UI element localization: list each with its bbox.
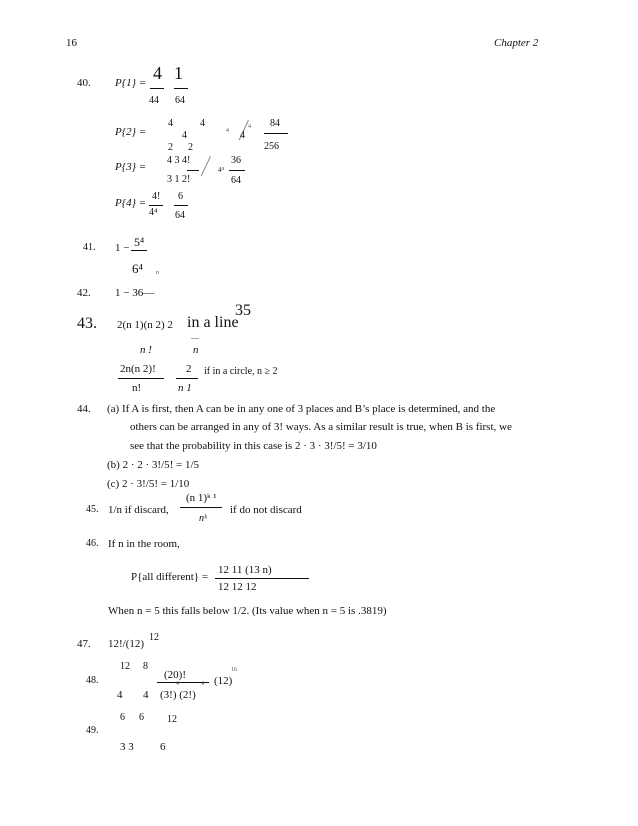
p43-l2-den1: n!	[132, 382, 142, 394]
p40-line1-lhs: P{1} =	[115, 77, 147, 89]
p43-l2-tail: if in a circle, n ≥ 2	[204, 366, 278, 377]
p41-den: 6⁴	[132, 261, 144, 276]
p40-l4-den2: 64	[175, 210, 185, 221]
p43-l2-bar2	[176, 378, 198, 379]
problem-46-number: 46.	[86, 538, 99, 549]
p46-num: 12 11 (13 n)	[218, 564, 272, 576]
problem-49-number: 49.	[86, 725, 99, 736]
p44-c: (c) 2 · 3!/5! = 1/10	[107, 478, 190, 490]
p46-conclusion: When n = 5 this falls below 1/2. (Its value when n = 5 is .3819)	[108, 605, 387, 617]
p40-line2-lhs: P{2} =	[115, 126, 147, 138]
p44-a2: others can be arranged in any of 3! ways. As a similar result is true, when B is first, we	[130, 421, 512, 433]
p40-l2-b: 4	[182, 130, 187, 141]
p47-sup: 12	[149, 632, 159, 643]
p40-l4-bar1	[149, 205, 163, 206]
p49-d: 3 3	[120, 741, 134, 753]
p40-l2-h: 4	[248, 124, 251, 130]
p40-l2-d: 2	[168, 142, 173, 153]
p46-bar	[215, 578, 309, 579]
p45-text2: if do not discard	[230, 504, 302, 516]
p40-line3-lhs: P{3} =	[115, 161, 147, 173]
p40-l1-num2: 1	[174, 63, 183, 83]
p43-l1-m: n	[193, 344, 199, 356]
p48-tiny4b: 4	[201, 681, 204, 687]
p41-bar	[131, 250, 147, 251]
p49-c: 12	[167, 714, 177, 725]
p40-l2-den: 256	[264, 141, 279, 152]
p40-l3-bar1	[187, 170, 199, 171]
p48-num: (20)!	[164, 669, 186, 681]
p48-rhs: (12)	[214, 675, 233, 687]
p43-l1-n: n !	[140, 344, 152, 356]
p48-d: 4	[143, 689, 149, 701]
p45-text1: 1/n if discard,	[108, 504, 169, 516]
problem-47-number: 47.	[77, 638, 91, 650]
p40-l3-slash	[201, 156, 211, 176]
p42-expr: 1 − 36—	[115, 287, 155, 299]
problem-44-number: 44.	[77, 403, 91, 415]
p48-den: (3!) (2!)	[160, 689, 196, 701]
p48-c: 4	[117, 689, 123, 701]
p40-l2-c: 4	[200, 118, 205, 129]
p43-l1-big: in a line	[187, 314, 239, 331]
p46-intro: If n in the room,	[108, 538, 180, 550]
p40-l3-top: 4 3 4!	[167, 155, 191, 166]
p40-l1-num1: 4	[153, 63, 162, 83]
p49-b: 6	[139, 712, 144, 723]
p44-b: (b) 2 · 2 · 3!/5! = 1/5	[107, 459, 200, 471]
p49-a: 6	[120, 712, 125, 723]
p40-l4-num2: 6	[178, 191, 183, 202]
p40-l3-num: 36	[231, 155, 241, 166]
p40-l2-f: 4	[226, 128, 229, 134]
p40-l2-e: 2	[188, 142, 193, 153]
p43-l2-mid: 2	[186, 363, 192, 375]
problem-41-number: 41.	[83, 242, 96, 253]
chapter-label: Chapter 2	[494, 37, 539, 49]
p40-l3-bot: 3 1 2!	[167, 174, 191, 185]
page-number: 16	[66, 37, 77, 49]
p46-den: 12 12 12	[218, 581, 257, 593]
p43-l1: 2(n 1)(n 2) 2	[117, 319, 173, 331]
p41-tiny: n	[156, 270, 159, 276]
p43-sup35: 35	[235, 302, 251, 319]
p40-l2-bar	[264, 133, 288, 134]
p49-e: 6	[160, 741, 166, 753]
p40-l2-num: 84	[270, 118, 280, 129]
p48-sup: 16	[231, 667, 237, 673]
p45-num: (n 1)ᵏ ¹	[186, 492, 217, 504]
p41-num: 5⁴	[134, 235, 145, 249]
p40-l4-bar2	[174, 205, 188, 206]
p40-l1-den2: 64	[175, 95, 185, 106]
p48-a: 12	[120, 661, 130, 672]
p48-tiny4a: 4	[176, 681, 179, 687]
p43-l2-num: 2n(n 2)!	[120, 363, 156, 375]
p44-a1: (a) If A is first, then A can be in any one of 3 places and B’s place is determined, and the	[107, 403, 496, 415]
p40-l3-den: 64	[231, 175, 241, 186]
p40-l3-pow: 4⁴	[218, 166, 224, 174]
p40-l1-bar1	[150, 88, 164, 89]
p40-l3-bar2	[229, 170, 245, 171]
p40-l1-den1: 44	[149, 95, 159, 106]
problem-43-number: 43.	[77, 315, 97, 332]
problem-45-number: 45.	[86, 504, 99, 515]
p43-l2-den2: n 1	[178, 382, 192, 394]
p48-b: 8	[143, 661, 148, 672]
p40-l2-a: 4	[168, 118, 173, 129]
p43-tiny-bar	[191, 338, 199, 339]
p40-l1-bar2	[174, 88, 188, 89]
p47-expr: 12!/(12)	[108, 638, 145, 650]
p40-l2-g: 4	[240, 130, 245, 141]
p43-l2-bar1	[118, 378, 164, 379]
p44-a3: see that the probability in this case is 2 · 3 · 3!/5! = 3/10	[130, 440, 377, 452]
p41-lhs: 1 −	[115, 242, 130, 254]
p45-bar	[180, 507, 222, 508]
p40-l4-den1: 4⁴	[149, 207, 158, 218]
problem-42-number: 42.	[77, 287, 91, 299]
p45-den: nᵏ	[199, 513, 207, 524]
p40-l4-num1: 4!	[152, 191, 161, 202]
p46-lhs: P{all different} =	[131, 571, 209, 583]
p40-line4-lhs: P{4} =	[115, 197, 147, 209]
problem-40-number: 40.	[77, 77, 91, 89]
problem-48-number: 48.	[86, 675, 99, 686]
